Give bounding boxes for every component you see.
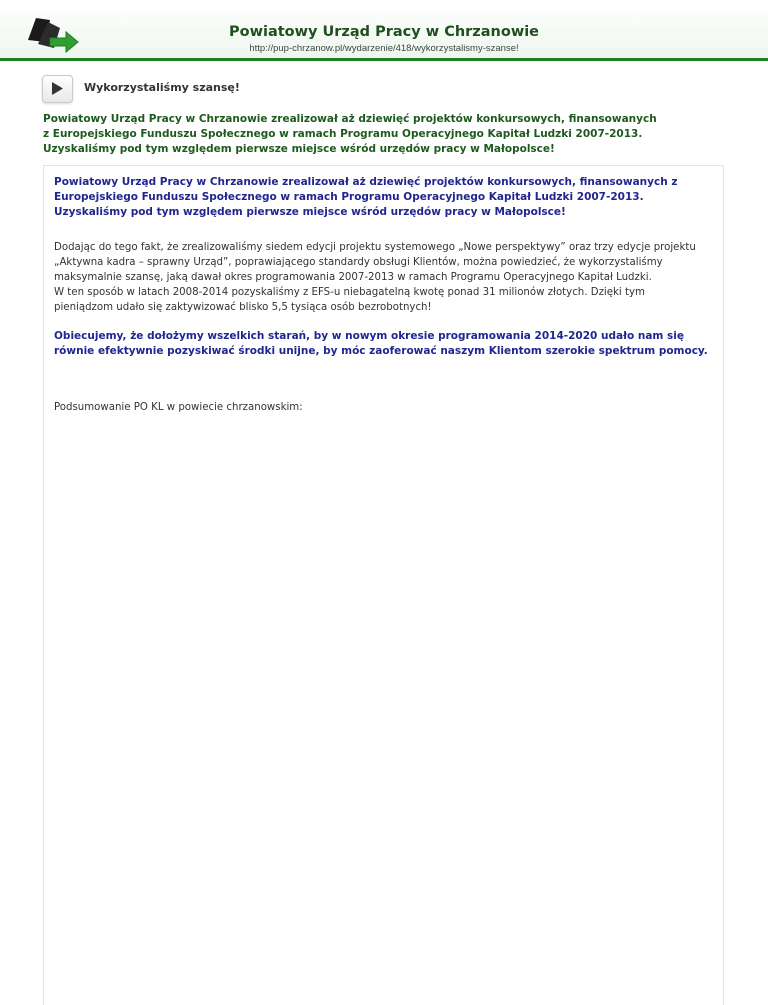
body-paragraph [54, 240, 719, 315]
lead-line: Powiatowy Urząd Pracy w Chrzanowie zrealizował aż dziewięć projektów konkursowych, finansowanych z [54, 176, 678, 188]
intro-paragraph [43, 112, 733, 157]
body-line: pieniądzom udało się zaktywizować blisko 5,5 tysiąca osób bezrobotnych! [54, 302, 432, 313]
lead-line: Uzyskaliśmy pod tym względem pierwsze miejsce wśród urzędów pracy w Małopolsce! [54, 206, 566, 218]
intro-line: Uzyskaliśmy pod tym względem pierwsze miejsce wśród urzędów pracy w Małopolsce! [43, 143, 555, 155]
page-header [0, 0, 768, 61]
body-line: Dodając do tego fakt, że zrealizowaliśmy siedem edycji projektu systemowego „Nowe perspektywy” oraz trzy edycje projektu [54, 242, 696, 253]
site-title: Powiatowy Urząd Pracy w Chrzanowie [228, 24, 540, 40]
body-line: „Aktywna kadra – sprawny Urząd”, poprawiającego standardy obsługi Klientów, można powiedzieć, że wykorzystaliśmy [54, 257, 663, 268]
body-line: maksymalnie szansę, jaką dawał okres programowania 2007-2013 w ramach Programu Operacyjnego Kapitał Ludzki. [54, 272, 652, 283]
lead-line: Europejskiego Funduszu Społecznego w ramach Programu Operacyjnego Kapitał Ludzki 2007-2013. [54, 191, 644, 203]
promise-line: równie efektywnie pozyskiwać środki unijne, by móc zaoferować naszym Klientom szerokie spektrum pomocy. [54, 345, 708, 357]
intro-line: z Europejskiego Funduszu Społecznego w ramach Programu Operacyjnego Kapitał Ludzki 2007-2013. [43, 128, 643, 140]
article-title: Wykorzystaliśmy szansę! [84, 81, 240, 94]
expand-button[interactable] [42, 75, 73, 103]
play-arrow-icon [52, 82, 63, 95]
article-content [43, 165, 724, 1005]
page-url: http://pup-chrzanow.pl/wydarzenie/418/wykorzystalismy-szanse! [249, 43, 519, 54]
lead-paragraph [54, 175, 714, 220]
intro-line: Powiatowy Urząd Pracy w Chrzanowie zrealizował aż dziewięć projektów konkursowych, finansowanych [43, 113, 657, 125]
body-line: W ten sposób w latach 2008-2014 pozyskaliśmy z EFS-u niebagatelną kwotę ponad 31 milionów złotych. Dzięki tym [54, 287, 645, 298]
promise-paragraph [54, 329, 714, 359]
promise-line: Obiecujemy, że dołożymy wszelkich starań, by w nowym okresie programowania 2014-2020 udało nam się [54, 330, 684, 342]
summary-heading: Podsumowanie PO KL w powiecie chrzanowskim: [54, 402, 303, 413]
